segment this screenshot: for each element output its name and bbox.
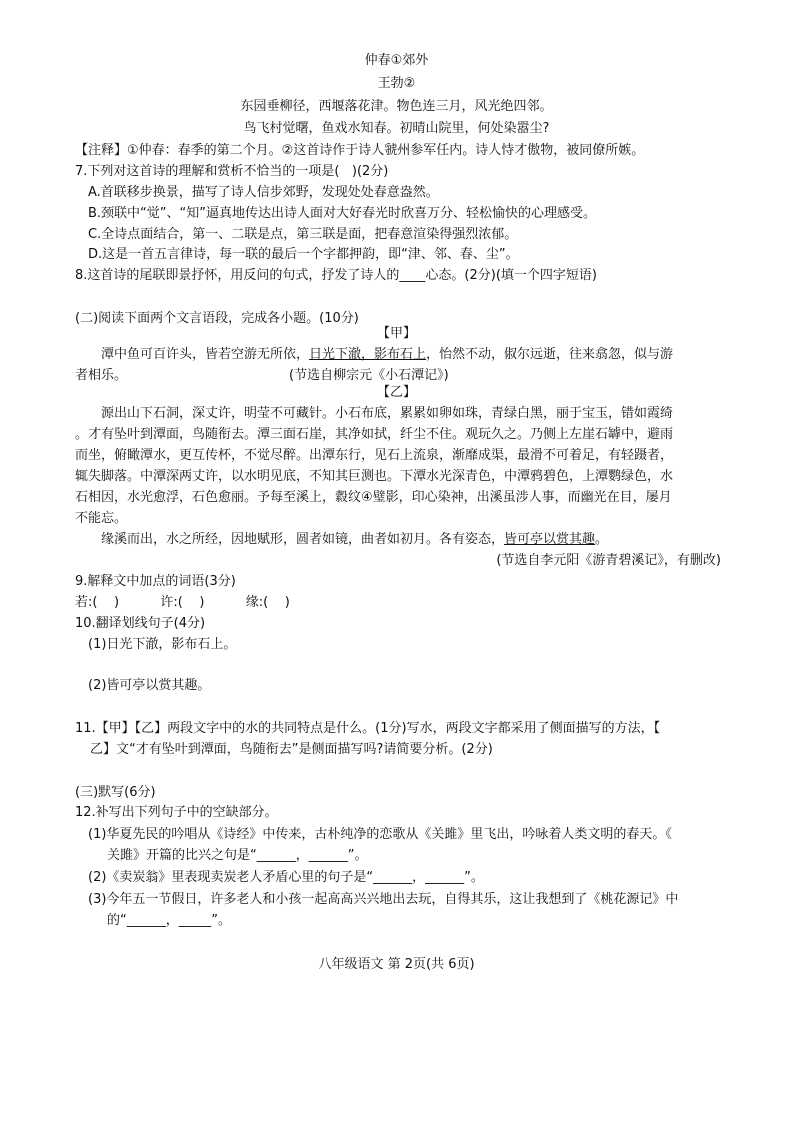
q10-sentence-2: (2)皆可亭以赏其趣。	[88, 678, 211, 693]
jia-text: 潭中鱼可百许头，皆若空游无所依，	[101, 347, 310, 362]
poem-line-2: 鸟飞村觉曙，鱼戏水知春。初晴山院里，何处染嚣尘?	[243, 121, 550, 136]
passage-yi-line-1: 源出山下石洞，深丈许，明莹不可藏针。小石布底，累累如卵如珠，青绿白黑，丽于宝玉，错如霞绮	[101, 406, 674, 421]
yi-text: 。	[595, 532, 609, 547]
passage-jia-source: (节选自柳宗元《小石潭记》)	[289, 368, 449, 383]
passage-yi-line-6: 不能忘。	[75, 511, 128, 526]
yi-text: 缘溪而出，水之所经，因地赋形，圆者如镜，曲者如初月。各有姿态，	[101, 532, 505, 547]
passage-yi-source: (节选自李元阳《游青碧溪记》，有删改)	[496, 553, 721, 568]
poem-note: 【注释】①仲春：春季的第二个月。②这首诗作于诗人虢州参军任内。诗人恃才傲物，被同僚所嫉。	[75, 143, 645, 158]
q12-item-3-line-1: (3)今年五一节假日，许多老人和小孩一起高高兴兴地出去玩，自得其乐，这让我想到了《桃花源记》中	[88, 892, 679, 907]
poem-author: 王勃②	[377, 76, 416, 91]
q7-stem: 7.下列对这首诗的理解和赏析不恰当的一项是( )(2分)	[75, 164, 389, 179]
page-footer: 八年级语文 第 2页(共 6页)	[318, 957, 475, 972]
q8-question	[75, 266, 597, 286]
passage-yi-line-2: 。才有坠叶到潭面，鸟随衔去。潭三面石崖，其净如拭，纤尘不住。观玩久之。乃侧上左崖石罅中，避雨	[75, 427, 674, 442]
passage-yi-line-3: 而坐，俯瞰潭水，更互传杯，不觉尽醉。出潭东行，见石上流泉，渐靡成渠，最滑不可着足，有轻蹑者，	[75, 448, 674, 463]
jia-text: ，怡然不动，俶尔远逝，往来翕忽，似与游	[426, 347, 674, 362]
yi-underlined-sentence: 皆可亭以赏其趣	[504, 532, 596, 547]
passage-yi-line-7	[101, 530, 608, 550]
passage-yi-label: 【乙】	[376, 385, 416, 400]
q12-item-3-line-2: 的“______，_____”。	[107, 913, 231, 928]
passage-jia-label: 【甲】	[376, 326, 416, 341]
q12-item-1-line-1: (1)华夏先民的吟唱从《诗经》中传来，古朴纯净的恋歌从《关雎》里飞出，吟咏着人类文明的春天。《	[88, 827, 672, 842]
poem-title: 仲春①郊外	[364, 53, 429, 68]
q8-blank: ____	[399, 268, 426, 283]
q7-option-b: B.颈联中“觉”、“知”逼真地传达出诗人面对大好春光时欣喜万分、轻松愉快的心理感受。	[88, 206, 596, 221]
q8-text-b: 心态。(2分)(填一个四字短语)	[425, 268, 597, 283]
q7-option-c: C.全诗点面结合，第一、二联是点，第三联是面，把春意渲染得强烈浓郁。	[88, 227, 518, 242]
q10-stem: 10.翻译划线句子(4分)	[75, 616, 206, 631]
q12-item-2: (2)《卖炭翁》里表现卖炭老人矛盾心里的句子是“______，______”。	[88, 870, 484, 885]
passage-yi-line-4: 辄失脚落。中潭深两丈许，以水明见底，不知其巨测也。下潭水光深青色，中潭鸦碧色，上潭鹦绿色，水	[75, 469, 674, 484]
poem-line-1: 东园垂柳径，西堰落花津。物色连三月，风光绝四邻。	[240, 99, 553, 114]
jia-underlined-sentence: 日光下澈，影布石上	[309, 347, 427, 362]
q7-option-d: D.这是一首五言律诗，每一联的最后一个字都押韵，即“津、邻、春、尘”。	[88, 247, 519, 262]
q7-option-a: A.首联移步换景，描写了诗人信步郊野，发现处处春意盎然。	[88, 185, 439, 200]
q8-text-a: 8.这首诗的尾联即景抒怀，用反问的句式，抒发了诗人的	[75, 268, 400, 283]
section-2-heading: (二)阅读下面两个文言语段，完成各小题。(10分)	[75, 311, 359, 326]
q11-line-1: 11.【甲】【乙】两段文字中的水的共同特点是什么。(1分)写水，两段文字都采用了侧面描写的方法，【	[75, 721, 661, 736]
passage-jia-line-2: 者相乐。	[75, 368, 128, 383]
q12-item-1-line-2: 关雎》开篇的比兴之句是“______，______”。	[107, 848, 368, 863]
q9-items: 若:( ) 许:( ) 缘:( )	[75, 595, 290, 610]
q10-sentence-1: (1)日光下澈，影布石上。	[88, 637, 237, 652]
q11-line-2: 乙】文“才有坠叶到潭面，鸟随衔去”是侧面描写吗?请简要分析。(2分)	[90, 742, 493, 757]
section-3-heading: (三)默写(6分)	[75, 785, 156, 800]
passage-yi-line-5: 石相因，水光愈浮，石色愈丽。予每至溪上，縠纹④璧影，印心染神，出溪虽涉人事，而幽光在目，屡月	[75, 490, 672, 505]
passage-jia-line-1	[101, 345, 673, 365]
q9-stem: 9.解释文中加点的词语(3分)	[75, 574, 236, 589]
q12-stem: 12.补写出下列句子中的空缺部分。	[75, 805, 278, 820]
